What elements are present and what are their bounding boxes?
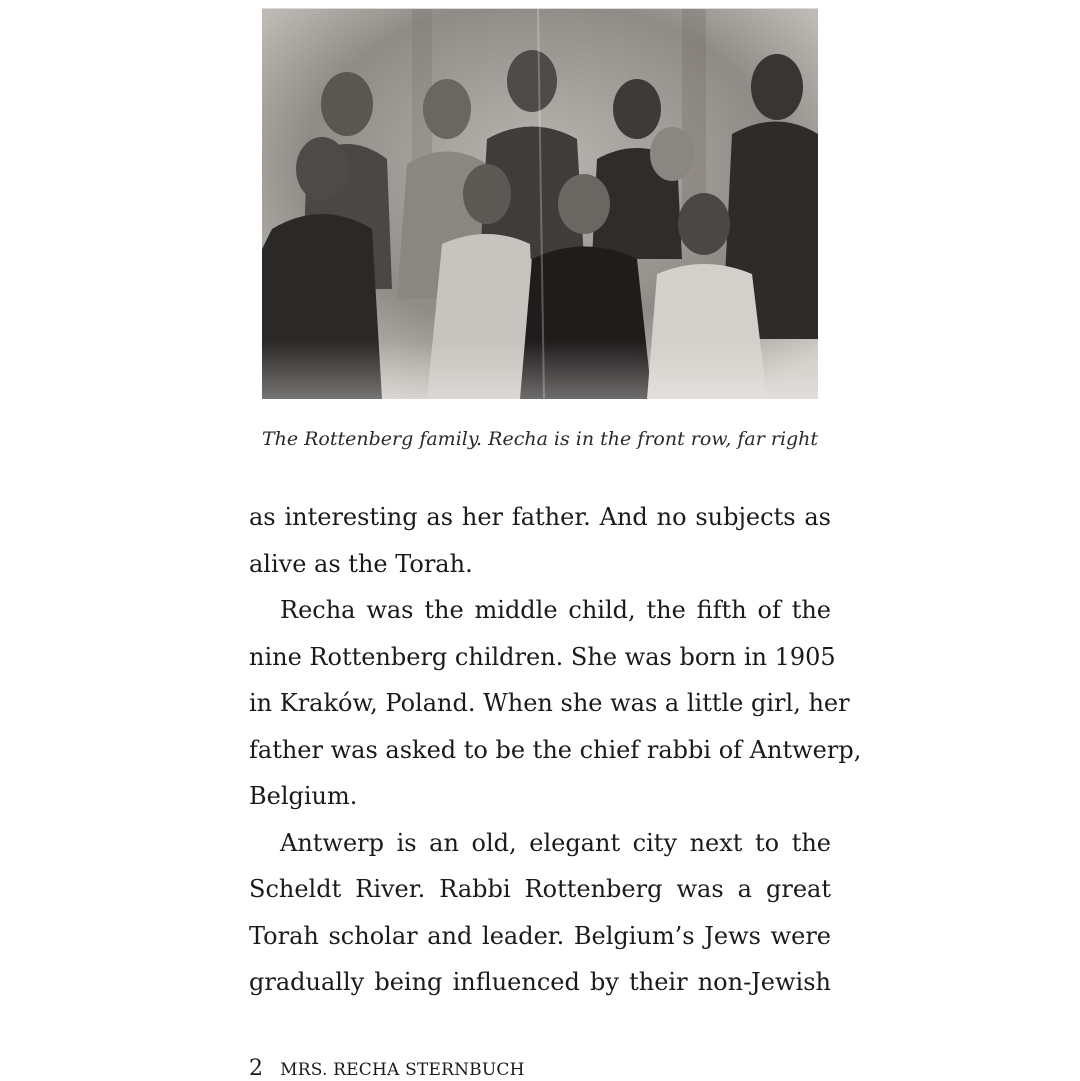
text-line: in Kraków, Poland. When she was a little girl, her xyxy=(249,689,850,717)
family-photo xyxy=(262,8,818,399)
text-line: father was asked to be the chief rabbi of Antwerp, xyxy=(249,735,862,764)
text-line: Belgium. xyxy=(249,782,358,810)
text-line: alive as the Torah. xyxy=(249,549,473,578)
text-line: Recha was the middle child, the fifth of the xyxy=(280,596,831,624)
text-line: Scheldt River. Rabbi Rottenberg was a great xyxy=(249,875,831,903)
text-line: as interesting as her father. And no subjects as xyxy=(249,503,831,531)
running-head: MRS. RECHA STERNBUCH xyxy=(280,1060,525,1080)
text-line: Antwerp is an old, elegant city next to the xyxy=(280,828,831,857)
page-footer xyxy=(249,1056,525,1081)
family-photo-image xyxy=(262,9,818,399)
text-line: gradually being influenced by their non-Jewish xyxy=(249,968,831,996)
page-number: 2 xyxy=(249,1056,263,1081)
photo-caption: The Rottenberg family. Recha is in the front row, far right xyxy=(261,428,819,450)
text-line: Torah scholar and leader. Belgium’s Jews were xyxy=(249,921,831,950)
body-text xyxy=(249,494,862,1006)
text-line: nine Rottenberg children. She was born in 1905 xyxy=(249,642,836,671)
